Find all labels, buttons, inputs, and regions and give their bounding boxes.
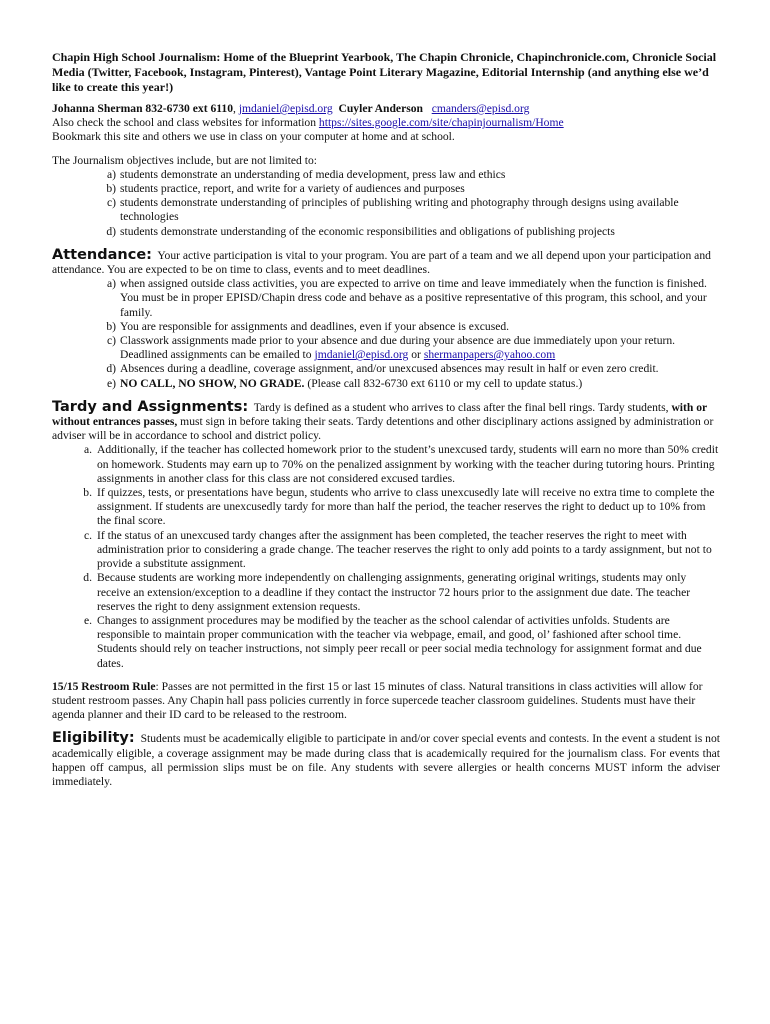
list-marker: a) [106, 167, 116, 181]
list-item-text: students practice, report, and write for a variety of audiences and purposes [120, 182, 465, 196]
list-item-text: when assigned outside class activities, you are expected to arrive on time and leave immediately when the function is finished. You must be in proper EPISD/Chapin dress code and behave as a positive representative of this program, this school, and your family. [120, 277, 707, 319]
attendance-heading: Attendance: [52, 246, 152, 263]
list-item-text: You are responsible for assignments and deadlines, even if your absence is excused. [120, 319, 510, 333]
restroom-text: : Passes are not permitted in the first 15 or last 15 minutes of class. Natural transitions in class activities will allow for student restroom passes. Any Chapin hall pass policies currently in force supercede teacher classroom guidelines. Students must have their agenda planner and their ID card to be released to the restroom. [52, 679, 703, 722]
list-marker: a) [106, 277, 116, 291]
list-marker: c) [106, 334, 116, 348]
list-item-text: Because students are working more independently on challenging assignments, generating original writings, students may only receive an extension/exception to a deadline if they contact the instructor 72 hours prior to the assignment due date. The teacher reserves the right to deny assignment extension requests. [97, 571, 691, 613]
list-item [52, 377, 720, 391]
objectives-list [52, 168, 720, 239]
restroom-heading: 15/15 Restroom Rule [52, 679, 156, 693]
list-item-text: Classwork assignments made prior to your absence and due during your absence are due immediately upon your return. Deadlined assignments can be emailed to [120, 334, 676, 362]
list-marker: b) [106, 182, 116, 196]
contact-separator: , [233, 102, 239, 115]
list-item [52, 614, 720, 671]
eligibility-paragraph [52, 731, 720, 789]
eligibility-heading: Eligibility: [52, 730, 135, 747]
objectives-intro: The Journalism objectives include, but are not limited to: [52, 153, 317, 167]
list-item-text: Absences during a deadline, coverage assignment, and/or unexcused absences may result in half or even zero credit. [120, 362, 659, 376]
list-item-text: (Please call 832-6730 ext 6110 or my cell to update status.) [304, 376, 583, 390]
tardy-intro [52, 400, 720, 444]
no-call-warning: NO CALL, NO SHOW, NO GRADE. [120, 376, 305, 390]
list-item [52, 182, 720, 196]
list-item-text: If the status of an unexcused tardy changes after the assignment has been completed, the teacher reserves the right to meet with administration prior to considering a grade change. The teacher reserves the right to only add points to a tardy assignment, but not to provide a substitute assignment. [97, 528, 712, 571]
tardy-list [52, 443, 720, 670]
restroom-paragraph [52, 680, 720, 723]
list-item [52, 277, 720, 320]
tardy-intro-text: must sign in before taking their seats. Tardy detentions and other disciplinary actions assigned by administration or adviser will be in accordance to school and district policy. [52, 415, 714, 443]
tardy-intro-text: Tardy is defined as a student who arrives to class after the final bell rings. Tardy students, [253, 400, 672, 414]
list-item-text: students demonstrate understanding of principles of publishing writing and photography through designs using available technologies [120, 196, 679, 224]
email-link-jmdaniel[interactable]: jmdaniel@episd.org [314, 348, 409, 362]
list-item [52, 320, 720, 334]
list-marker: b. [83, 486, 92, 500]
list-item [52, 362, 720, 376]
list-item-text: If quizzes, tests, or presentations have begun, students who arrive to class unexcusedly late will receive no extra time to complete the assignment. If students are unexcusedly tardy for more than half the period, the teacher reserves the right to deduct up to 10% from the final score. [97, 486, 715, 528]
contact-sherman: Johanna Sherman 832-6730 ext 6110 [52, 102, 234, 115]
list-item [52, 168, 720, 182]
email-link-cmanders[interactable]: cmanders@episd.org [431, 102, 530, 115]
contact-anderson: Cuyler Anderson [338, 102, 423, 115]
website-line [52, 116, 720, 130]
email-link-shermanpapers[interactable]: shermanpapers@yahoo.com [423, 348, 556, 362]
list-item-text: students demonstrate understanding of the economic responsibilities and obligations of publishing projects [120, 224, 615, 238]
list-marker: e) [106, 376, 116, 390]
list-marker: d. [83, 571, 92, 585]
list-item [52, 334, 720, 362]
list-marker: b) [106, 319, 116, 333]
list-marker: d) [106, 362, 116, 376]
list-marker: a. [83, 443, 92, 457]
document-title: Chapin High School Journalism: Home of the Blueprint Yearbook, The Chapin Chronicle, Chapinchronicle.com, Chronicle Social Media (Twitter, Facebook, Instagram, Pinterest), Vantage Point Literary Magazine, Editorial Internship (and anything else we’d like to create this year!) [52, 50, 717, 94]
list-item-text: students demonstrate an understanding of media development, press law and ethics [120, 167, 506, 181]
email-link-jmdaniel[interactable]: jmdaniel@episd.org [238, 102, 333, 115]
website-link[interactable]: https://sites.google.com/site/chapinjournalism/Home [318, 116, 564, 130]
tardy-intro-bold: with or without entrances passes, [52, 400, 707, 429]
list-item-text: Additionally, if the teacher has collected homework prior to the student’s unexcused tardy, students will earn no more than 50% credit on homework. Students may earn up to 70% on the penalized assignment by working with the teacher during tutoring hours. Printing assignments in another class for this class are not considered excused tardies. [97, 443, 719, 485]
contact-line [52, 102, 720, 116]
list-item [52, 486, 720, 529]
list-item [52, 225, 720, 239]
list-item [52, 529, 720, 572]
list-item-text: Changes to assignment procedures may be modified by the teacher as the school calendar of activities unfolds. Students are responsible to maintain proper communication with the teacher via webpage, email, and good, ol’ fashioned after school time. Students should rely on teacher instructions, not simply peer recall or peer social media technology for assignment format and due dates. [97, 613, 702, 670]
bookmark-line: Bookmark this site and others we use in class on your computer at home and at school. [52, 130, 455, 144]
list-item-text: or [408, 348, 424, 362]
list-marker: c. [83, 528, 92, 542]
tardy-heading: Tardy and Assignments: [52, 398, 249, 415]
list-item [52, 196, 720, 224]
list-marker: d) [106, 224, 116, 238]
attendance-intro [52, 248, 720, 277]
list-item [52, 443, 720, 486]
attendance-list [52, 277, 720, 391]
list-item [52, 571, 720, 614]
list-marker: c) [106, 196, 116, 210]
list-marker: e. [83, 613, 92, 627]
website-text: Also check the school and class websites for information [52, 116, 319, 130]
eligibility-text: Students must be academically eligible to participate in and/or cover special events and contests. In the event a student is not academically eligible, a coverage assignment may be made during class that is academically required for the journalism class. For events that happen off campus, all permission slips must be on file. Any students with severe allergies or health concerns MUST inform the adviser immediately. [52, 732, 720, 788]
attendance-intro-text: Your active participation is vital to your program. You are part of a team and we all depend upon your participation and attendance. You are expected to be on time to class, events and to meet deadlines. [52, 248, 711, 277]
